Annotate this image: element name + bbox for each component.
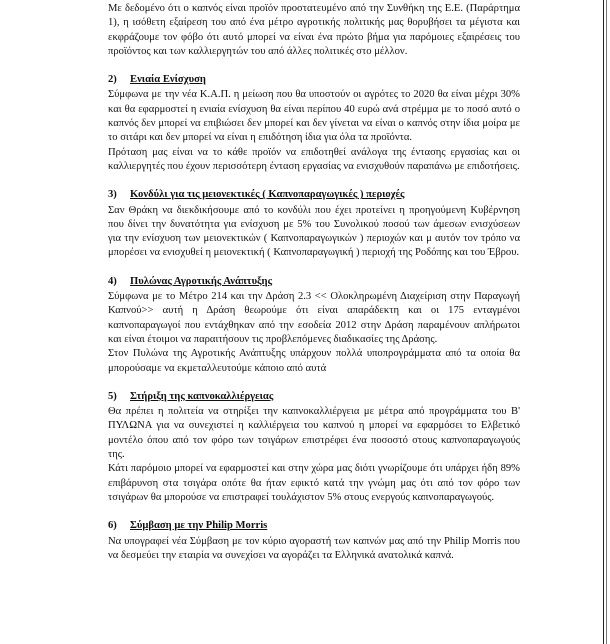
section-title: Σύμβαση με την Philip Morris: [130, 520, 268, 532]
section-heading: [108, 73, 520, 87]
section-number: 5): [108, 390, 117, 402]
section-paragraph: Πρόταση μας είναι να το κάθε προϊόν να επιδοτηθεί ανάλογα της έντασης εργασίας και οι καλλιεργητές που έχουν περισσότερη ένταση εργασίας να ενισχυθούν παραπάνω με επιδοτήσεις.: [108, 146, 520, 172]
page-edge-line: [603, 0, 604, 644]
section-single-payment: [108, 73, 520, 174]
document-body: [108, 2, 520, 563]
section-heading: [108, 519, 520, 533]
section-paragraph: Σύμφωνα με την νέα Κ.Α.Π. η μείωση που θα υποστούν οι αγρότες το 2020 θα είναι μέχρι 30% και θα εφαρμοστεί η ενιαία ενίσχυση θα είναι περίπου 40 ευρώ ανά στρέμμα με το ποσό αυτό ο καπνός δεν μπορεί να επιβιώσει δεν μπορεί και δεν γίνεται να είναι ο καπνός στην ίδια μοίρα με το σιτάρι και δεν μπορεί να είναι η επιδότηση ίδια για όλα τα προϊόντα.: [108, 89, 520, 144]
section-heading: [108, 275, 520, 289]
section-title: Ενιαία Ενίσχυση: [130, 74, 206, 86]
section-paragraph: Στον Πυλώνα της Αγροτικής Ανάπτυξης υπάρχουν πολλά υποπρογράμματα από τα οποία θα μπορούσαμε να εκμεταλλευτούμε κάποιο από αυτά: [108, 348, 520, 374]
section-rural-development: [108, 275, 520, 376]
section-number: 2): [108, 74, 117, 86]
section-paragraph: Να υπογραφεί νέα Σύμβαση με τον κύριο αγοραστή των καπνών μας από την Philip Morris που να δεσμεύει την εταιρία να συνεχίσει να αγοράζει τα Ελληνικά ανατολικά καπνά.: [108, 535, 520, 561]
section-paragraph: Σύμφωνα με το Μέτρο 214 και την Δράση 2.3 << Ολοκληρωμένη Διαχείριση στην Παραγωγή Καπνού>> αυτή η Δράση θεωρούμε ότι είναι απαράδεκτη και οι 175 ενταγμένοι καπνοπαραγωγοί που εντάχθηκαν από την εσοδεία 2012 στην Δράση παραμένουν απλήρωτοι και είναι έτοιμοι να παραιτήσουν τις προβλεπόμενες διαδικασίες της Δράσης.: [108, 291, 520, 345]
section-title: Στήριξη της καπνοκαλλιέργειας: [130, 390, 274, 402]
section-number: 3): [108, 189, 117, 201]
section-paragraph: Κάτι παρόμοιο μπορεί να εφαρμοστεί και στην χώρα μας διότι γνωρίζουμε ότι υπάρχει ήδη 89% επιβάρυνση στα τσιγάρα οπότε θα ήταν εφικτό κατά την γνώμη μας ότι από τον φόρο των τσιγάρων θα μπορούσε να επιστραφεί τουλάχιστον 5% στους ενεργούς καπνοπαραγωγούς.: [108, 463, 520, 503]
section-title: Κονδύλι για τις μειονεκτικές ( Καπνοπαραγωγικές ) περιοχές: [130, 189, 405, 201]
intro-paragraph: Με δεδομένο ότι ο καπνός είναι προϊόν προστατευμένο από την Συνθήκη της Ε.Ε. (Παράρτημα 1), η ισόθετη εξαίρεση του από ένα μέτρο αγροτικής πολιτικής μας θορυβήσει τα μέγιστα και εκφράζουμε τον φόβο ότι αυτό μπορεί να είναι ένα πρώτο βήμα για παρόμοιες εξαιρέσεις του προϊόντος και των καλλιεργητών του από άλλες πολιτικές στο μέλλον.: [108, 3, 520, 57]
section-disadvantaged-regions: [108, 188, 520, 260]
section-heading: [108, 188, 520, 202]
section-number: 4): [108, 275, 117, 287]
section-heading: [108, 390, 520, 404]
section-number: 6): [108, 520, 117, 532]
section-philip-morris: [108, 519, 520, 563]
section-paragraph: Θα πρέπει η πολιτεία να στηρίξει την καπνοκαλλιέργεια με μέτρα από προγράμματα του Β' ΠΥΛΩΝΑ για να συνεχιστεί η καλλιέργεια του καπνού η μπορεί να εφαρμόσει το Ελβετικό μοντέλο όπου από τον φόρο των τσιγάρων επιστρέφει ένα ποσοστό στους καπνοπαραγωγούς της.: [108, 406, 520, 461]
page-edge-line-outer: [606, 0, 607, 644]
section-paragraph: Σαν Θράκη να διεκδικήσουμε από το κονδύλι που έχει προτείνει η προηγούμενη Κυβέρνηση που δίνει την δυνατότητα για ενίσχυση με 5% του Συνολικού ποσού των άμεσων ενισχύσεων για την ενίσχυση των μειονεκτικών ( Καπνοπαραγωγικών ) περιοχών και μ αυτόν τον τρόπο να μπορέσει να ενισχυθεί η μειονεκτική ( Καπνοπαραγωγική ) περιοχή της Ροδόπης και του Έβρου.: [108, 204, 520, 259]
section-tobacco-support: [108, 390, 520, 505]
section-title: Πυλώνας Αγροτικής Ανάπτυξης: [130, 275, 273, 287]
